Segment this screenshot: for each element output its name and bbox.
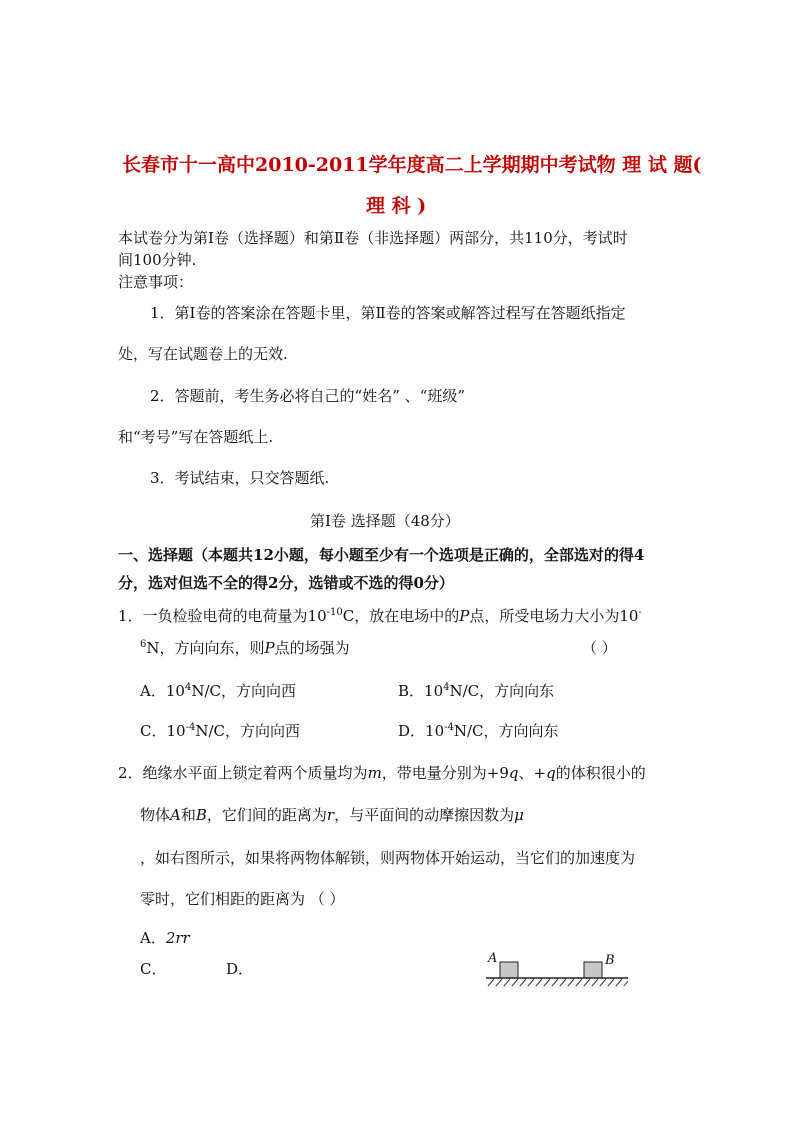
notes-heading: 注意事项： (118, 273, 194, 291)
q1-text-2: C，放在电场中的 (342, 607, 460, 625)
q2-line-1 (118, 762, 646, 783)
q2-var-r: r (326, 806, 335, 824)
q2-l2-text-2: 和 (180, 806, 196, 824)
q2-line-4: 零时，它们相距的距离为 （ ） (140, 890, 345, 908)
q2-option-d-label: D． (226, 960, 254, 978)
note-3: 3．考试结束，只交答题纸. (150, 469, 330, 487)
q1-exponent-1: -10 (326, 607, 343, 618)
q1-option-a-label: A． (140, 682, 166, 700)
q2-line-3: ，如右图所示，如果将两物体解锁，则两物体开始运动，当它们的加速度为 (140, 849, 636, 867)
section-heading: 第Ⅰ卷 选择题（48分） (310, 512, 460, 530)
q2-var-b: B (195, 806, 207, 824)
note-1-line-2: 处，写在试题卷上的无效. (118, 345, 288, 363)
note-2-line-2: 和“考号”写在答题纸上. (118, 428, 274, 446)
block-a (500, 962, 518, 978)
q1-option-a-text: N/C，方向向西 (191, 682, 296, 700)
ground-hatching (488, 979, 628, 986)
q2-text-3: 、+ (518, 764, 547, 782)
section-instructions-line-2: 分，选对但选不全的得2分，选错或不选的得0分） (118, 574, 454, 592)
q1-option-c-text: N/C，方向向西 (195, 722, 300, 740)
q2-l2-text-3: ，它们间的距离为 (206, 806, 327, 824)
title-line-1: 长春市十一高中2010-2011学年度高二上学期期中考试物 理 试 题( (122, 154, 702, 176)
q1-option-b-base: 10 (424, 682, 444, 700)
q1-option-b-text: N/C，方向向东 (449, 682, 555, 700)
q2-var-mu: μ (514, 806, 524, 824)
q2-text-1: 绝缘水平面上锁定着两个质量均为 (142, 764, 368, 782)
section-instructions-line-1: 一、选择题（本题共12小题，每小题至少有一个选项是正确的，全部选对的得4 (118, 546, 645, 564)
q1-option-c-exp: -4 (185, 722, 196, 733)
q1-option-d-exp: -4 (444, 722, 454, 733)
q1-option-b (398, 680, 554, 701)
note-2-line-1: 2．答题前，考生务必将自己的“姓名” 、“班级” (150, 387, 465, 405)
q1-option-c-label: C． (140, 722, 167, 740)
q2-var-q1: q (508, 764, 519, 782)
q1-option-d-base: 10 (425, 722, 445, 740)
q2-l2-text-1: 物体 (140, 806, 171, 824)
q1-text-1: 一负检验电荷的电荷量为10 (142, 607, 327, 625)
q1-option-d (398, 720, 559, 741)
q1-option-c (140, 720, 300, 741)
q1-text-3: 点，所受电场力大小为10 (469, 607, 639, 625)
q1-option-b-exp: 4 (443, 682, 450, 693)
figure-label-b: B (605, 953, 615, 968)
q1-line2-text-2: 点的场强为 (274, 639, 350, 657)
q2-number: 2． (118, 764, 143, 782)
q1-option-a-exp: 4 (184, 682, 192, 693)
q2-var-a: A (170, 806, 181, 824)
q2-option-c-label: C． (140, 960, 167, 978)
figure-label-a: A (488, 951, 498, 966)
q1-exponent-2: - (638, 607, 642, 618)
q2-text-4: 的体积很小的 (555, 764, 646, 782)
q2-l2-text-4: ，与平面间的动摩擦因数为 (334, 806, 515, 824)
q1-line-2 (140, 637, 350, 658)
q1-line2-exponent: 6 (140, 639, 147, 650)
q2-option-a-value: 2rr (165, 929, 190, 947)
q1-number: 1． (118, 607, 143, 625)
intro-line-2: 间100分钟. (118, 251, 197, 269)
q2-option-a-label: A． (140, 929, 166, 947)
q2-var-q2: q (546, 764, 556, 782)
q2-line-2 (140, 804, 524, 825)
intro-line-1: 本试卷分为第Ⅰ卷（选择题）和第Ⅱ卷（非选择题）两部分，共110分，考试时 (118, 229, 628, 247)
q1-option-c-base: 10 (166, 722, 186, 740)
q2-var-m: m (367, 764, 382, 782)
block-b (584, 962, 602, 978)
q1-var-p: P (459, 607, 470, 625)
q1-option-a-base: 10 (165, 682, 185, 700)
q2-figure (480, 948, 630, 992)
q1-line2-var-p: P (264, 639, 275, 657)
q1-option-a (140, 680, 296, 701)
q1-option-b-label: B． (398, 682, 425, 700)
q1-answer-paren: （ ） (582, 639, 617, 657)
q1-line2-text: N，方向向东，则 (146, 639, 265, 657)
q1-line-1 (118, 605, 642, 626)
title-line-2: 理 科 ) (366, 195, 427, 217)
q1-option-d-text: N/C，方向向东 (453, 722, 559, 740)
q1-option-d-label: D． (398, 722, 426, 740)
q2-option-a (140, 927, 190, 948)
note-1-line-1: 1．第Ⅰ卷的答案涂在答题卡里，第Ⅱ卷的答案或解答过程写在答题纸指定 (150, 304, 626, 322)
q2-text-2: ，带电量分别为+9 (381, 764, 509, 782)
